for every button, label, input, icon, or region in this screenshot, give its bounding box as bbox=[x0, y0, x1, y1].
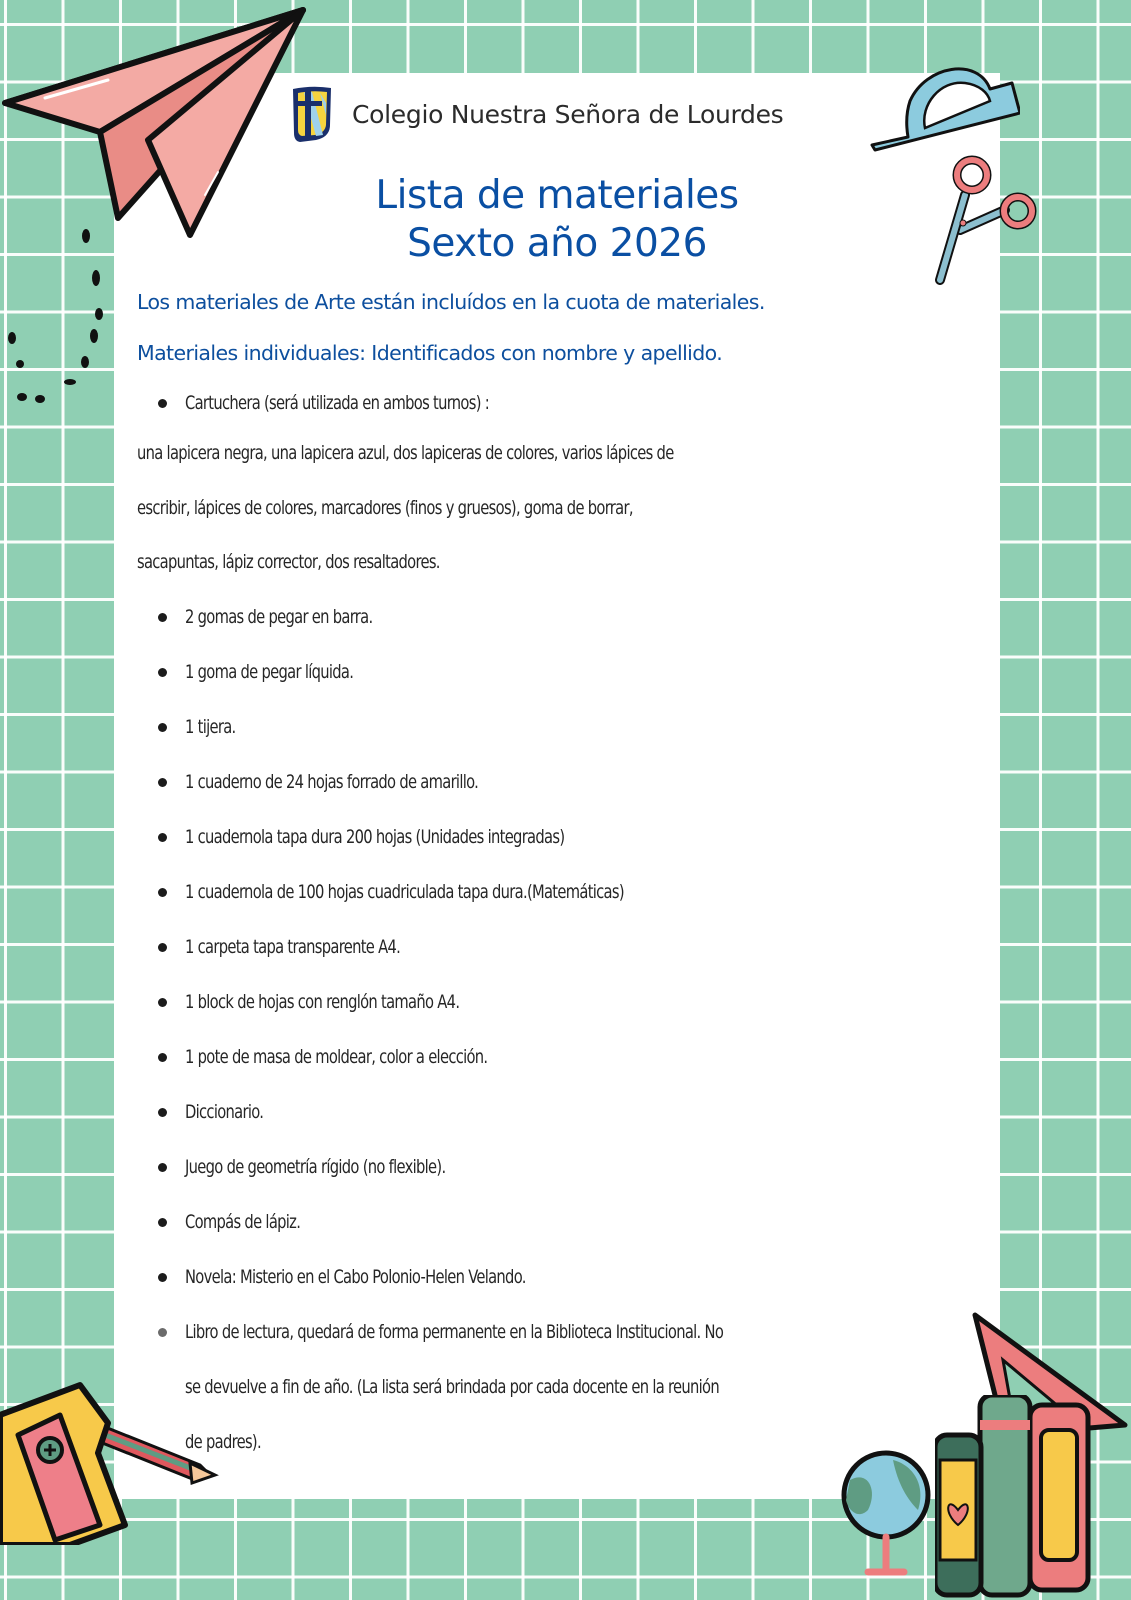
notice-art-materials: Los materiales de Arte están incluídos en la cuota de materiales. bbox=[137, 290, 765, 314]
notice-identified-materials: Materiales individuales: Identificados con nombre y apellido. bbox=[137, 341, 723, 365]
list-item: 1 block de hojas con renglón tamaño A4. bbox=[158, 991, 504, 1013]
list-item: Juego de geometría rígido (no flexible). bbox=[158, 1156, 488, 1178]
bullet-icon bbox=[158, 888, 167, 897]
bullet-icon bbox=[158, 833, 167, 842]
bullet-icon bbox=[158, 1163, 167, 1172]
list-item: 1 cuaderno de 24 hojas forrado de amarillo. bbox=[158, 771, 526, 793]
bullet-icon bbox=[158, 1328, 167, 1337]
list-item: Diccionario. bbox=[158, 1101, 276, 1123]
cartuchera-detail-line: sacapuntas, lápiz corrector, dos resaltadores. bbox=[137, 551, 440, 573]
bullet-icon bbox=[158, 613, 167, 622]
list-item: 2 gomas de pegar en barra. bbox=[158, 606, 403, 628]
books-icon bbox=[935, 1395, 1095, 1600]
list-item-cartuchera: Cartuchera (será utilizada en ambos turnos) : bbox=[158, 392, 539, 414]
school-name: Colegio Nuestra Señora de Lourdes bbox=[352, 99, 784, 129]
list-item: 1 goma de pegar líquida. bbox=[158, 661, 381, 683]
pencil-sharpener-icon bbox=[0, 1375, 220, 1545]
list-item-libro-lectura: Libro de lectura, quedará de forma permanente en la Biblioteca Institucional. No bbox=[158, 1321, 811, 1343]
bullet-icon bbox=[158, 1273, 167, 1282]
list-item: 1 pote de masa de moldear, color a elección. bbox=[158, 1046, 537, 1068]
title-line-1: Lista de materiales bbox=[375, 173, 739, 218]
bullet-icon bbox=[158, 668, 167, 677]
title-line-2: Sexto año 2026 bbox=[407, 221, 707, 266]
bullet-icon bbox=[158, 723, 167, 732]
bullet-icon bbox=[158, 399, 167, 408]
bullet-icon bbox=[158, 943, 167, 952]
list-item: 1 tijera. bbox=[158, 716, 244, 738]
school-header bbox=[290, 85, 783, 143]
bullet-icon bbox=[158, 1108, 167, 1117]
libro-lectura-line: se devuelve a fin de año. (La lista será brindada por cada docente en la reunión bbox=[185, 1376, 719, 1398]
list-item: Novela: Misterio en el Cabo Polonio-Helen Velando. bbox=[158, 1266, 581, 1288]
cartuchera-detail-line: una lapicera negra, una lapicera azul, dos lapiceras de colores, varios lápices de bbox=[137, 442, 674, 464]
list-item: 1 cuadernola tapa dura 200 hojas (Unidades integradas) bbox=[158, 826, 626, 848]
bullet-icon bbox=[158, 1218, 167, 1227]
bullet-icon bbox=[158, 998, 167, 1007]
cartuchera-detail-line: escribir, lápices de colores, marcadores (finos y gruesos), goma de borrar, bbox=[137, 497, 633, 519]
page-title bbox=[114, 172, 1000, 268]
libro-lectura-line: de padres). bbox=[185, 1431, 261, 1453]
globe-icon bbox=[838, 1440, 938, 1590]
list-item: 1 carpeta tapa transparente A4. bbox=[158, 936, 435, 958]
list-item: Compás de lápiz. bbox=[158, 1211, 319, 1233]
bullet-icon bbox=[158, 778, 167, 787]
bullet-icon bbox=[158, 1053, 167, 1062]
list-item: 1 cuadernola de 100 hojas cuadriculada tapa dura.(Matemáticas) bbox=[158, 881, 695, 903]
school-shield-cross-icon bbox=[290, 85, 334, 143]
